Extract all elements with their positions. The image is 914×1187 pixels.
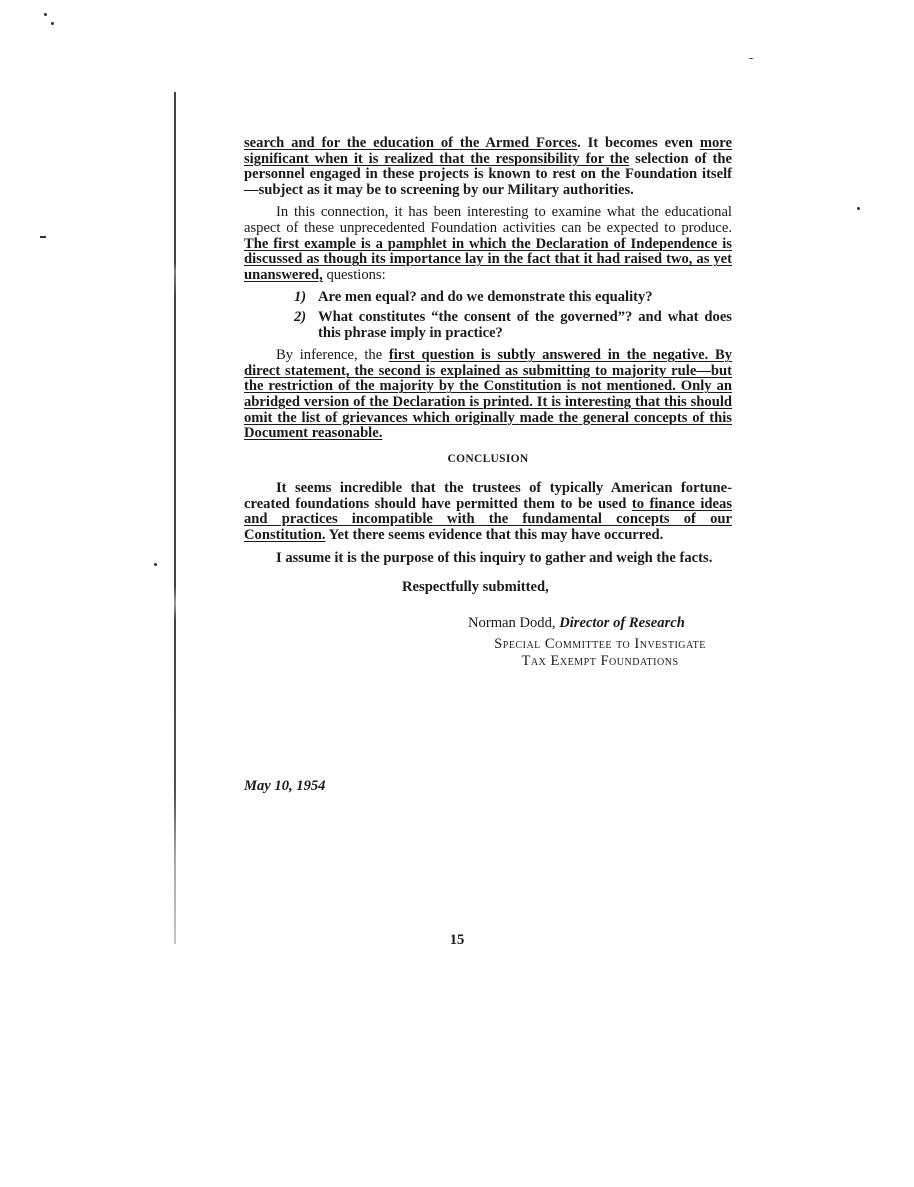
scan-binding-edge: [174, 92, 176, 944]
document-body: [244, 136, 732, 670]
conclusion-heading: CONCLUSION: [447, 452, 529, 465]
list-number: 1): [294, 289, 307, 306]
paragraph-educational-aspect: In this connection, it has been interesting to examine what the educational aspect of these unprecedented Foundation activities can be expected to produce. The first example is a pamphlet in which the Declaration of Independence is discussed as though its importance lay in the fact that it had raised two, as yet unanswered, questions:: [244, 204, 732, 283]
scan-speck: [40, 236, 46, 238]
scan-speck: [857, 207, 860, 210]
paragraph-conclusion: It seems incredible that the trustees of typically American fortune-created foundations should have permitted them to be used to finance ideas and practices incompatible with the fundamental concepts of our Constitution. Yet there seems evidence that this may have occurred.: [244, 480, 732, 544]
list-text: Are men equal? and do we demonstrate this equality?: [318, 289, 653, 306]
questions-list: [294, 290, 732, 341]
underlined-text: search and for the education of the Armed Forces: [244, 135, 578, 151]
scan-speck: [749, 58, 753, 59]
scan-speck: [154, 563, 157, 566]
signer-name: Norman Dodd,: [468, 614, 560, 631]
underlined-text: The first example is a pamphlet in which the Declaration of Independence is discussed as though its importance lay in the fact that it had raised two, as yet unanswered,: [244, 235, 732, 283]
scan-speck: [44, 13, 47, 16]
scan-speck: [51, 22, 54, 25]
list-item: [294, 290, 732, 306]
page-number: 15: [449, 932, 465, 948]
document-date: May 10, 1954: [244, 778, 326, 794]
signature-line: [244, 616, 732, 632]
paragraph-inquiry: I assume it is the purpose of this inquiry to gather and weigh the facts.: [276, 549, 713, 566]
list-item: [294, 310, 732, 341]
underlined-text: more significant when it is realized that the responsibility for the: [244, 135, 732, 167]
closing-salutation: Respectfully submitted,: [402, 579, 549, 596]
committee-line-2: Tax Exempt Foundations: [521, 653, 679, 670]
committee-line-1: Special Committee to Investigate: [494, 636, 706, 653]
paragraph-armed-forces: search and for the education of the Armed Forces. It becomes even more significant when it is realized that the responsibility for the selection of the personnel engaged in these projects is known to rest on the Foundation itself—subject as it may be to screening by our Military authorities.: [244, 135, 732, 198]
list-number: 2): [294, 308, 307, 325]
signer-title: Director of Research: [559, 614, 685, 631]
underlined-text: to finance ideas and practices incompatible with the fundamental concepts of our Constitution.: [244, 495, 732, 544]
underlined-text: first question is subtly answered in the negative. By direct statement, the second is explained as submitting to majority rule—but the restriction of the majority by the Constitution is not mentioned. Only an abridged version of the Declaration is printed. It is interesting that this should omit the list of grievances which originally made the general concepts of this Document reasonable.: [244, 347, 732, 442]
paragraph-inference: By inference, the first question is subtly answered in the negative. By direct statement, the second is explained as submitting to majority rule—but the restriction of the majority by the Constitution is not mentioned. Only an abridged version of the Declaration is printed. It is interesting that this should omit the list of grievances which originally made the general concepts of this Document reasonable.: [244, 347, 732, 442]
list-text: What constitutes “the consent of the governed”? and what does this phrase imply in practice?: [318, 308, 732, 341]
